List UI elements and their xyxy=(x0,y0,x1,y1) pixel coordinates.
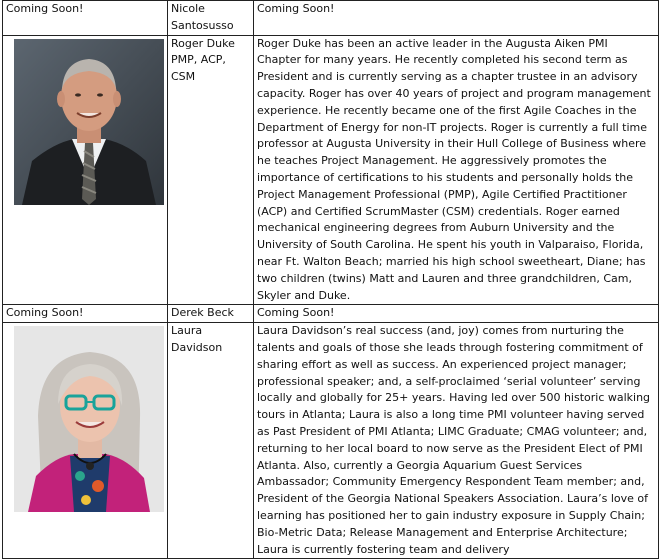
coming-soon-text: Coming Soon! xyxy=(6,306,84,320)
speaker-bio: Roger Duke has been an active leader in the Augusta Aiken PMI Chapter for many years. He recently completed his second term as President and is currently serving as a chapter trustee in an advisory capacity. Roger has over 40 years of project and program management experience. He recently became one of the first Agile Coaches in the Department of Energy for non-IT projects. Roger is currently a full time professor at Augusta University in their Hull College of Business where he teaches Project Management. He aggressively promotes the importance of certifications to his students and personally holds the Project Management Professional (PMP), Agile Certified Practitioner (ACP) and Certified ScrumMaster (CSM) credentials. Roger earned mechanical engineering degrees from Auburn University and the University of South Carolina. He spent his youth in Valparaiso, Florida, near Ft. Walton Beach; married his high school sweetheart, Diane; has two children (twins) Matt and Lauren and three grandchildren, Cam, Skyler and Duke. xyxy=(257,36,651,302)
coming-soon-text: Coming Soon! xyxy=(6,2,84,15)
portrait-photo-roger-duke xyxy=(14,39,167,205)
table-row xyxy=(3,305,659,323)
photo-cell xyxy=(3,35,168,305)
bio-cell xyxy=(254,35,659,305)
photo-placeholder-cell xyxy=(3,305,168,323)
name-cell xyxy=(168,305,254,323)
bio-cell xyxy=(254,1,659,36)
speaker-bio-table xyxy=(2,0,659,559)
table-row xyxy=(3,35,659,305)
speaker-bio: Laura Davidson’s real success (and, joy) comes from nurturing the talents and goals of those she leads through fostering commitment of sharing effort as well as success. An experienced project manager; professional speaker; and, a self-proclaimed ‘serial volunteer’ serving locally and globally for 25+ years. Having led over 500 historic walking tours in Atlanta; Laura is also a long time PMI volunteer having served as Past President of PMI Atlanta; LIMC Graduate; CMAG volunteer; and, returning to her local board to now serve as the President Elect of PMI Atlanta. Also, currently a Georgia Aquarium Guest Services Ambassador; Community Emergency Respondent Team member; and, President of the Georgia National Speakers Association. Laura’s love of learning has positioned her to gain industry exposure in Supply Chain; Bio-Metric Data; Release Management and Enterprise Architecture; Laura is currently fostering team and delivery xyxy=(257,324,651,556)
speaker-name: Nicole Santosusso xyxy=(171,2,234,32)
name-cell xyxy=(168,323,254,559)
name-cell xyxy=(168,35,254,305)
table-row xyxy=(3,1,659,36)
photo-cell xyxy=(3,323,168,559)
speaker-name: Derek Beck xyxy=(171,306,234,320)
speaker-name: Laura Davidson xyxy=(171,324,223,354)
speaker-name: Roger Duke PMP, ACP, CSM xyxy=(171,36,235,84)
name-cell xyxy=(168,1,254,36)
speaker-bio: Coming Soon! xyxy=(257,2,335,15)
portrait-photo-laura-davidson xyxy=(14,326,167,512)
bio-cell xyxy=(254,305,659,323)
bio-cell xyxy=(254,323,659,559)
table-row xyxy=(3,323,659,559)
speaker-bio: Coming Soon! xyxy=(257,306,335,320)
photo-placeholder-cell xyxy=(3,1,168,36)
